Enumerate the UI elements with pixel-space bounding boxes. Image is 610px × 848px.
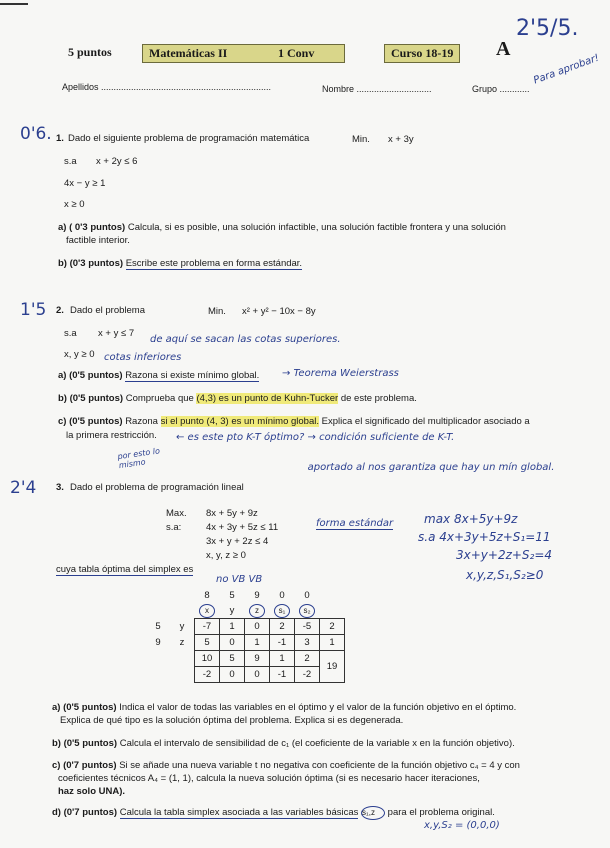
- q1-grade: 0'6.: [20, 124, 52, 144]
- q2-c-highlight: si el punto (4, 3) es un mínimo global.: [160, 416, 319, 427]
- basis-row-z: [146, 635, 345, 651]
- q1-a-text-2: factible interior.: [66, 235, 130, 246]
- var-cell: y: [229, 605, 235, 616]
- q3-d-points: d) (0'7 puntos): [52, 807, 118, 818]
- var-cell: z: [249, 604, 265, 618]
- q3-constraint-3: x, y, z ≥ 0: [206, 550, 246, 561]
- q2-c-points: c) (0'5 puntos): [58, 416, 123, 427]
- q1-constraint-1: x + 2y ≤ 6: [96, 156, 138, 167]
- handwriting-weierstrass: → Teorema Weierstrass: [282, 368, 399, 379]
- q2-objective: x² + y² − 10x − 8y: [242, 306, 316, 317]
- cb-cell: 9: [155, 637, 161, 648]
- handwriting-nonneg: x,y,z,S₁,S₂≥0: [466, 568, 544, 582]
- q3-b-points: b) (0'5 puntos): [52, 738, 118, 749]
- q3-a-text: Indica el valor de todas las variables en el óptimo y el valor de la función objetivo en el óptimo.: [119, 702, 517, 713]
- q3-objective: 8x + 5y + 9z: [206, 508, 258, 519]
- table-cell: 0: [245, 619, 270, 635]
- q2-part-b: [58, 393, 417, 404]
- q3-b-text: Calcula el intervalo de sensibilidad de c₁ (el coeficiente de la variable x en la función objetivo).: [119, 738, 515, 749]
- z-value-cell: 19: [320, 651, 345, 683]
- handwriting-max: max 8x+5y+9z: [424, 512, 518, 526]
- table-cell: -5: [295, 619, 320, 635]
- q1-b-text: Escribe este problema en forma estándar.: [125, 258, 303, 269]
- q1-part-a: [58, 222, 506, 233]
- cost-cell: 0: [279, 590, 285, 601]
- var-cell: s₁: [274, 604, 290, 618]
- q2-b-text-2: de este problema.: [340, 393, 417, 404]
- handwriting-final: x,y,S₂ = (0,0,0): [424, 820, 500, 831]
- q1-a-text: Calcula, si es posible, una solución infactible, una solución factible frontera y una solución: [127, 222, 506, 233]
- q1-statement: Dado el siguiente problema de programación matemática: [68, 133, 310, 144]
- cz-cell: -2: [295, 667, 320, 683]
- q2-obj-label: Min.: [208, 306, 226, 317]
- q3-part-c: [52, 760, 520, 771]
- var-cell: s₂: [299, 604, 315, 618]
- cz-cell: 0: [220, 667, 245, 683]
- table-cell: 3: [295, 635, 320, 651]
- q3-c-text-3: haz solo UNA).: [58, 786, 126, 797]
- q3-constraint-2: 3x + y + 2z ≤ 4: [206, 536, 269, 547]
- q3-obj-label: Max.: [166, 508, 187, 519]
- q3-part-b: [52, 738, 515, 749]
- q1-constraint-2: 4x − y ≥ 1: [64, 178, 106, 189]
- table-cell: 2: [270, 619, 295, 635]
- zj-cell: 5: [220, 651, 245, 667]
- q3-part-d: [52, 806, 495, 820]
- q3-d-text: Calcula la tabla simplex asociada a las variables básicas: [119, 807, 359, 818]
- cz-cell: 0: [245, 667, 270, 683]
- rhs-cell: 2: [320, 619, 345, 635]
- top-grade-note: Para aprobar!: [532, 52, 601, 87]
- q3-constraint-1: 4x + 3y + 5z ≤ 11: [206, 522, 279, 533]
- q3-part-a: [52, 702, 516, 713]
- q2-statement: Dado el problema: [70, 305, 145, 316]
- cb-cell: 5: [155, 621, 161, 632]
- model-letter: A: [496, 38, 511, 60]
- q3-d-text-2: para el problema original.: [387, 807, 495, 818]
- cz-row: [146, 667, 345, 683]
- corner-mark: [0, 3, 28, 5]
- q3-a-points: a) (0'5 puntos): [52, 702, 117, 713]
- top-grade: 2'5/5.: [516, 16, 579, 41]
- apellidos-field: Apellidos ....................................................................: [62, 82, 272, 92]
- basis-row-y: [146, 619, 345, 635]
- q3-table-label: cuya tabla óptima del simplex es: [56, 564, 194, 575]
- zj-cell: 10: [195, 651, 220, 667]
- zj-cell: 9: [245, 651, 270, 667]
- handwriting-por-esto: por esto lo mismo: [117, 446, 161, 471]
- q3-grade: 2'4: [10, 478, 37, 498]
- handwriting-upper-bounds: de aquí se sacan las cotas superiores.: [150, 334, 341, 345]
- q1-sa: s.a: [64, 156, 77, 167]
- handwriting-c2: 3x+y+2z+S₂=4: [456, 548, 553, 562]
- q2-constraint-2: x, y ≥ 0: [64, 349, 95, 360]
- q2-a-points: a) (0'5 puntos): [58, 370, 123, 381]
- zj-cell: 2: [295, 651, 320, 667]
- basis-var-cell: y: [179, 621, 185, 632]
- subject-badge: Matemáticas II: [142, 44, 284, 63]
- q2-b-highlight: (4,3) es un punto de Kuhn-Tucker: [196, 393, 339, 404]
- rhs-cell: 1: [320, 635, 345, 651]
- handwriting-lower-bounds: cotas inferiores: [104, 352, 182, 363]
- q2-c-text-1: Razona: [125, 416, 158, 427]
- q1-constraint-3: x ≥ 0: [64, 199, 85, 210]
- q3-c-points: c) (0'7 puntos): [52, 760, 117, 771]
- points-label: 5 puntos: [68, 45, 112, 59]
- conv-badge: 1 Conv: [272, 44, 345, 63]
- handwriting-vb-labels: no VB VB: [216, 574, 263, 585]
- q3-c-text-2: coeficientes técnicos A₄ = (1, 1), calcula la nueva solución óptima (si es necesario hacer iteraciones,: [58, 773, 480, 784]
- table-cell: 5: [195, 635, 220, 651]
- q2-b-text-1: Comprueba que: [125, 393, 194, 404]
- zj-cell: 1: [270, 651, 295, 667]
- cost-cell: 8: [204, 590, 210, 601]
- q2-constraint-1: x + y ≤ 7: [98, 328, 135, 339]
- q2-c-text-2: Explica el significado del multiplicador asociado a: [321, 416, 530, 427]
- var-cell: x: [199, 604, 215, 618]
- handwriting-sa: s.a 4x+3y+5z+S₁=11: [418, 530, 551, 544]
- cost-row: [146, 588, 345, 603]
- q2-part-a: [58, 370, 259, 381]
- nombre-field: Nombre ..............................: [322, 84, 432, 94]
- cost-cell: 0: [304, 590, 310, 601]
- handwriting-standard-form: forma estándar: [316, 518, 394, 529]
- q3-c-text: Si se añade una nueva variable t no negativa con coeficiente de la función objetivo c₄ = 4 y con: [119, 760, 520, 771]
- table-cell: -7: [195, 619, 220, 635]
- handwriting-kt-question: ← es este pto K-T óptimo? → condición suficiente de K-T.: [176, 432, 455, 443]
- q1-part-b: [58, 258, 302, 269]
- q3-a-text-2: Explica de qué tipo es la solución óptima del problema. Explica si es degenerada.: [60, 715, 404, 726]
- q3-sa: s.a:: [166, 522, 182, 533]
- q2-c-text-3: la primera restricción.: [66, 430, 157, 441]
- handwriting-global-min: aportado al nos garantiza que hay un mín global.: [307, 462, 555, 473]
- q2-a-text: Razona si existe mínimo global.: [125, 370, 260, 381]
- cz-cell: -1: [270, 667, 295, 683]
- q2-part-c: [58, 416, 530, 427]
- basis-s1-circle: s₁,z: [361, 806, 385, 820]
- simplex-table: [146, 588, 345, 683]
- zj-row: [146, 651, 345, 667]
- q1-objective: x + 3y: [388, 134, 414, 145]
- grupo-field: Grupo ............: [472, 84, 530, 94]
- basis-var-cell: z: [179, 637, 185, 648]
- course-badge: Curso 18-19: [384, 44, 460, 63]
- q2-b-points: b) (0'5 puntos): [58, 393, 124, 404]
- q3-statement: Dado el problema de programación lineal: [70, 482, 244, 493]
- cost-cell: 5: [229, 590, 235, 601]
- table-cell: -1: [270, 635, 295, 651]
- cz-cell: -2: [195, 667, 220, 683]
- q2-grade: 1'5: [20, 300, 47, 320]
- q1-a-points: a) ( 0'3 puntos): [58, 222, 126, 233]
- table-cell: 1: [245, 635, 270, 651]
- table-cell: 0: [220, 635, 245, 651]
- table-cell: 1: [220, 619, 245, 635]
- q1-b-points: b) (0'3 puntos): [58, 258, 124, 269]
- q1-obj-label: Min.: [352, 134, 370, 145]
- cost-cell: 9: [254, 590, 260, 601]
- q3-number: 3.: [56, 482, 64, 493]
- q1-number: 1.: [56, 133, 64, 144]
- q2-number: 2.: [56, 305, 64, 316]
- var-row: [146, 603, 345, 619]
- q2-sa: s.a: [64, 328, 77, 339]
